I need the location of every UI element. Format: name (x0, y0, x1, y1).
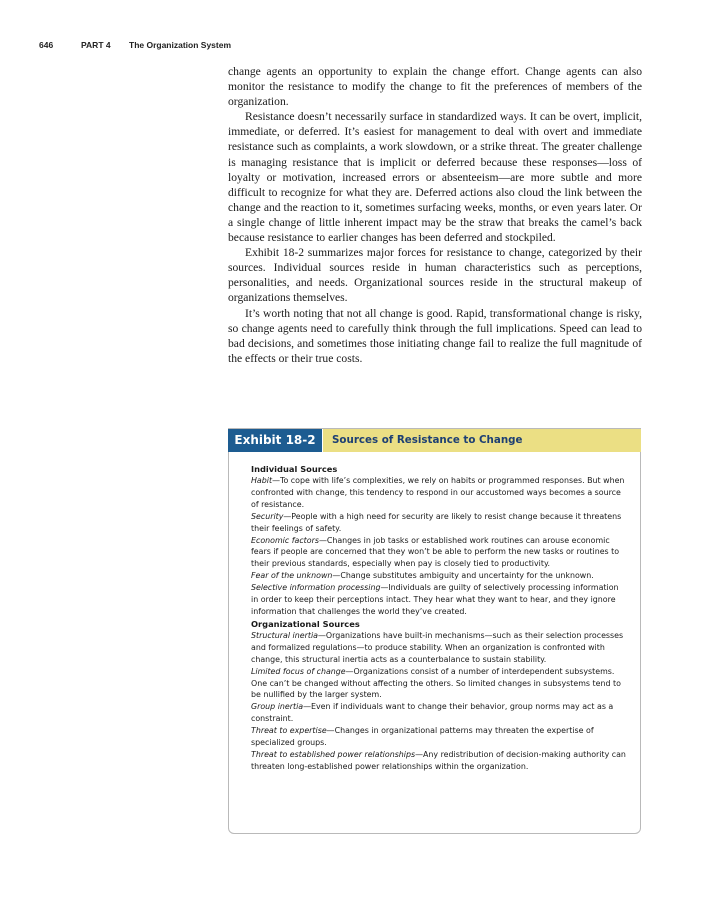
source-item (251, 511, 627, 535)
source-item (251, 749, 627, 773)
source-description: —People with a high need for security are likely to resist change because it threatens their feelings of safety. (251, 511, 622, 533)
source-description: —Changes in organizational patterns may threaten the expertise of specialized groups. (251, 726, 594, 748)
source-item (251, 570, 627, 582)
running-head (39, 40, 231, 50)
source-term: Fear of the unknown (251, 571, 333, 581)
source-item (251, 535, 627, 571)
source-term: Threat to established power relationships (251, 749, 416, 759)
exhibit-box (228, 428, 641, 834)
source-term: Limited focus of change (251, 666, 346, 676)
source-description: —Organizations consist of a number of interdependent subsystems. One can’t be changed without affecting the others. So limited changes in subsystems tend to be nullified by the larger system. (251, 666, 621, 700)
body-text (228, 64, 642, 366)
source-description: —Change substitutes ambiguity and uncertainty for the unknown. (332, 571, 594, 581)
source-term: Threat to expertise (251, 726, 327, 736)
exhibit-title: Sources of Resistance to Change (332, 434, 523, 446)
source-term: Habit (251, 476, 273, 485)
paragraph-not-all-change-good: It’s worth noting that not all change is good. Rapid, transformational change is risky, so change agents need to carefully think through the full implications. Speed can lead to bad decisions, and sometimes those initiating change fail to realize the full magnitude of the effects or their true costs. (228, 306, 642, 365)
source-description: —Individuals are guilty of selectively processing information in order to keep their perceptions intact. They hear what they want to hear, and they ignore information that challenges the world they’ve created. (251, 583, 619, 616)
source-term: Security (251, 511, 284, 521)
source-term: Structural inertia (251, 630, 318, 640)
source-item (251, 666, 627, 702)
exhibit-label: Exhibit 18-2 (228, 429, 322, 452)
source-term: Economic factors (251, 535, 319, 545)
source-item (251, 701, 627, 725)
source-description: —Even if individuals want to change their behavior, group norms may act as a constraint. (251, 702, 614, 724)
source-term: Selective information processing (251, 583, 381, 593)
paragraph-continued: change agents an opportunity to explain the change effort. Change agents can also monitor the resistance to modify the change to fit the preferences of members of the organization. (228, 65, 642, 109)
page-number: 646 (39, 40, 54, 50)
source-description: —To cope with life’s complexities, we rely on habits or programmed responses. But when confronted with change, this tendency to respond in our accustomed ways becomes a source of resistance. (251, 476, 625, 509)
section-heading: Organizational Sources (251, 618, 360, 629)
exhibit-title-bar (323, 429, 641, 452)
source-item (251, 582, 627, 618)
section-heading: Individual Sources (251, 464, 338, 474)
source-description: —Any redistribution of decision-making authority can threaten long-established power relationships within the organization. (251, 749, 626, 771)
source-item (251, 725, 627, 749)
source-description: —Changes in job tasks or established work routines can arouse economic fears if people are concerned that they won’t be able to perform the new tasks or routines to their previous standards, especially when pay is closely tied to productivity. (251, 535, 620, 569)
paragraph-resistance-forms: Resistance doesn’t necessarily surface in standardized ways. It can be overt, implicit, immediate, or deferred. It’s easiest for management to deal with overt and immediate resistance such as complaints, a work slowdown, or a strike threat. The greater challenge is managing resistance that is implicit or deferred because these responses—loss of loyalty or motivation, increased errors or absenteeism—are more subtle and more difficult to recognize for what they are. Deferred actions also cloud the link between the change and the reaction to it, sometimes surfacing weeks, months, or even years later. Or a single change of little inherent impact may be the straw that breaks the camel’s back because resistance to earlier changes has been deferred and stockpiled. (228, 110, 642, 245)
exhibit-header (229, 429, 640, 452)
source-description: —Organizations have built-in mechanisms—such as their selection processes and formalized regulations—to produce stability. When an organization is confronted with change, this structural inertia acts as a counterbalance to sustain stability. (251, 630, 624, 664)
source-item (251, 475, 627, 511)
source-term: Group inertia (251, 702, 304, 712)
paragraph-exhibit-summary: Exhibit 18-2 summarizes major forces for resistance to change, categorized by their sources. Individual sources reside in human characteristics such as perceptions, personalities, and needs. Organizational sources reside in the structural makeup of organizations themselves. (228, 246, 642, 305)
part-label: PART 4 (81, 40, 111, 50)
source-item (251, 630, 627, 666)
part-title: The Organization System (129, 40, 232, 50)
exhibit-body (251, 463, 627, 773)
